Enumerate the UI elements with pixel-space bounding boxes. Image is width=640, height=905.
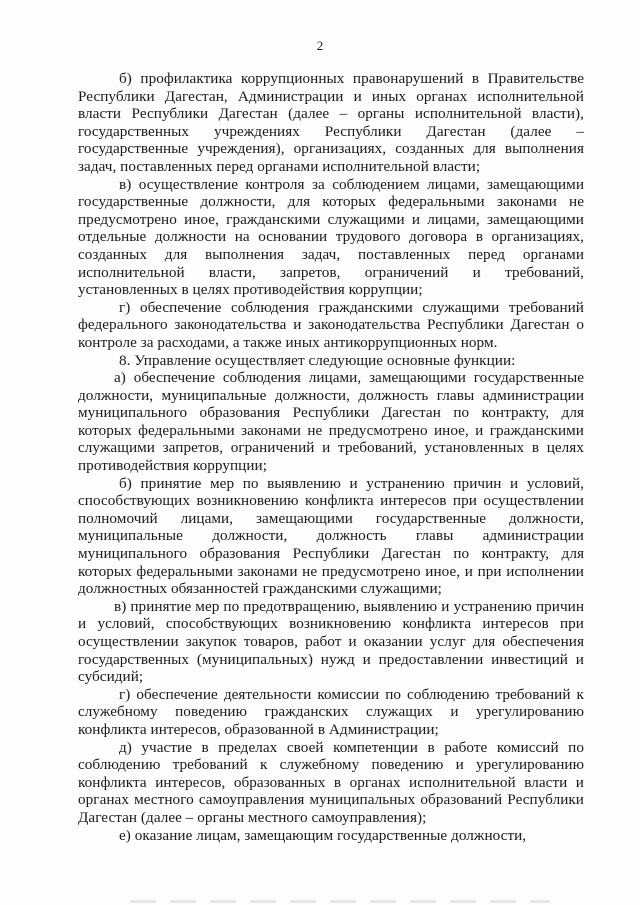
document-body [78, 70, 584, 844]
page-number: 2 [316, 38, 324, 53]
paragraph-v-prevention: в) принятие мер по предотвращению, выявлению и устранению причин и условий, способствующих возникновению конфликта интересов при осуществлении закупок товаров, работ и оказании услуг для обеспечения государственных (муниципальных) нужд и предоставлении инвестиций и субсидий; [78, 597, 584, 686]
paragraph-g-compliance: г) обеспечение соблюдения гражданскими служащими требований федерального законодательства и законодательства Республики Дагестан о контроле за расходами, а также иных антикоррупционных норм. [78, 298, 584, 351]
paragraph-g-commission: г) обеспечение деятельности комиссии по соблюдению требований к служебному поведению гражданских служащих и урегулированию конфликта интересов, образованной в Администрации; [78, 685, 584, 738]
paragraph-e-assistance: е) оказание лицам, замещающим государственные должности, [119, 826, 527, 844]
paragraph-d-participation: д) участие в пределах своей компетенции в работе комиссий по соблюдению требований к служебному поведению и урегулированию конфликта интересов, образованных в органах исполнительной власти и органах местного самоуправления муниципальных образований Республики Дагестан (далее – органы местного самоуправления); [78, 738, 584, 826]
scan-artifact [130, 900, 550, 903]
paragraph-v-control: в) осуществление контроля за соблюдением лицами, замещающими государственные должности, для которых федеральными законами не предусмотрено иное, гражданскими служащими и лицами, замещающими отдельные должности на основании трудового договора в организациях, созданных для выполнения задач, поставленных перед органами исполнительной власти, запретов, ограничений и требований, установленных в целях противодействия коррупции; [78, 175, 584, 299]
paragraph-b-measures: б) принятие мер по выявлению и устранению причин и условий, способствующих возникновению конфликта интересов при осуществлении полномочий лицами, замещающими государственные должности, муниципальные должности, должность главы администрации муниципального образования Республики Дагестан по контракту, для которых федеральными законами не предусмотрено иное, и при исполнении должностных обязанностей гражданскими служащими; [78, 474, 584, 598]
paragraph-b-prevention: б) профилактика коррупционных правонарушений в Правительстве Республики Дагестан, Администрации и иных органах исполнительной власти Республики Дагестан (далее – органы исполнительной власти), государственных учреждениях Республики Дагестан (далее – государственные учреждения), организациях, созданных для выполнения задач, поставленных перед органами исполнительной власти; [78, 70, 584, 175]
paragraph-a-ensuring: а) обеспечение соблюдения лицами, замещающими государственные должности, муниципальные должности, должность главы администрации муниципального образования Республики Дагестан по контракту, для которых федеральными законами не предусмотрено иное, и гражданскими служащими запретов, ограничений и требований, установленных в целях противодействия коррупции; [78, 369, 584, 475]
paragraph-8-functions: 8. Управление осуществляет следующие основные функции: [119, 351, 516, 369]
